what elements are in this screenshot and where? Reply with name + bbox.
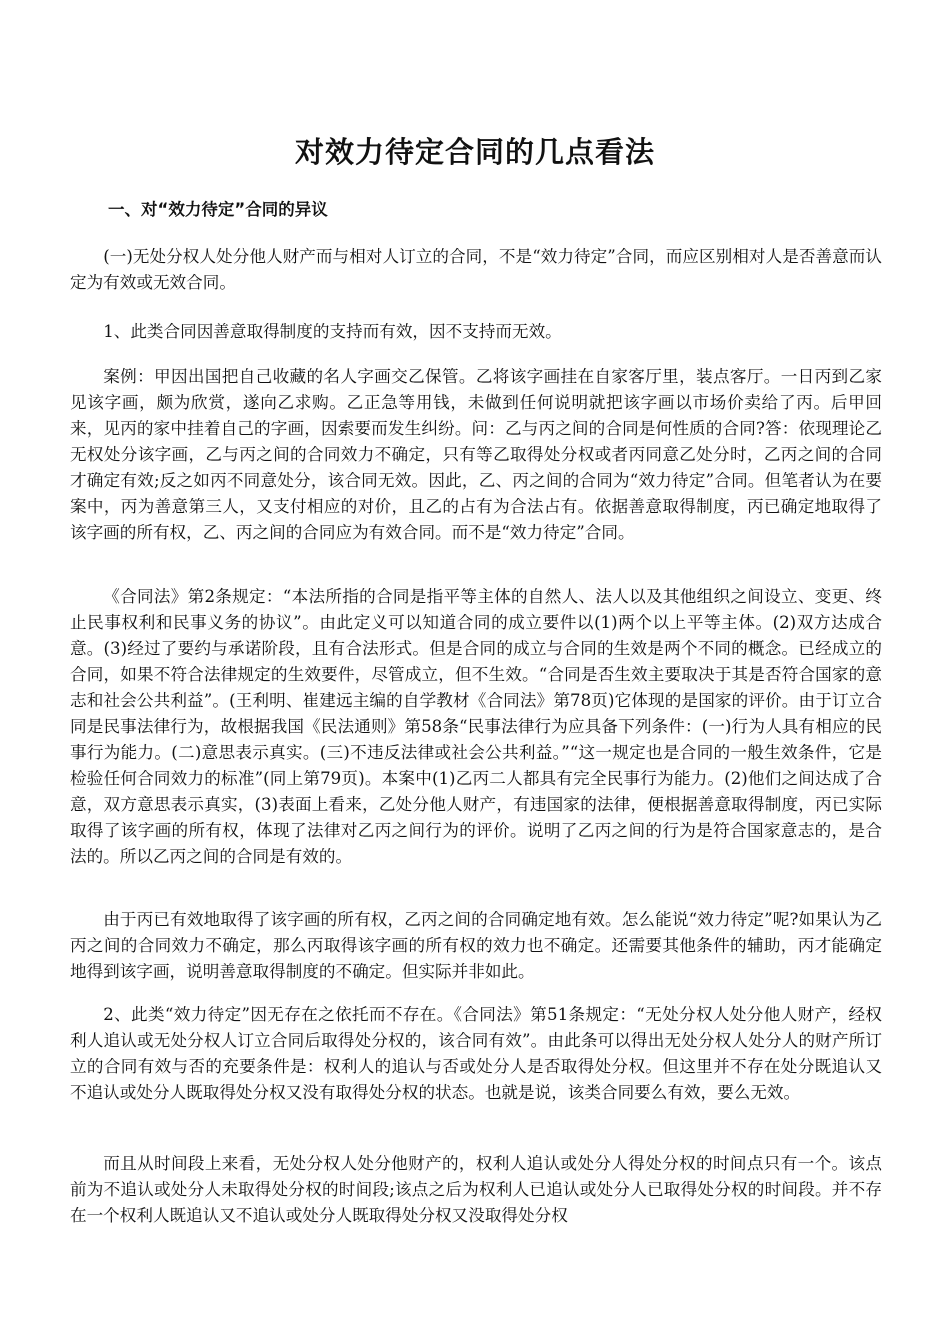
paragraph: 由于丙已有效地取得了该字画的所有权，乙丙之间的合同确定地有效。怎么能说“效力待定”呢?如果认为乙丙之间的合同效力不确定，那么丙取得该字画的所有权的效力也不确定。还需要其他条件的辅助，丙才能确定地得到该字画，说明善意取得制度的不确定。但实际并非如此。 xyxy=(70,910,882,981)
document-title: 对效力待定合同的几点看法 xyxy=(294,135,655,169)
paragraph: (一)无处分权人处分他人财产而与相对人订立的合同，不是“效力待定”合同，而应区别相对人是否善意而认定为有效或无效合同。 xyxy=(70,247,882,292)
section-heading: 一、对“效力待定”合同的异议 xyxy=(108,200,328,219)
paragraph: 2、此类“效力待定”因无存在之依托而不存在。《合同法》第51条规定：“无处分权人处分他人财产，经权利人追认或无处分权人订立合同后取得处分权的，该合同有效”。由此条可以得出无处分权人处分人的财产所订立的合同有效与否的充要条件是：权利人的追认与否或处分人是否取得处分权。但这里并不存在处分既追认又不追认或处分人既取得处分权又没有取得处分权的状态。也就是说，该类合同要么有效，要么无效。 xyxy=(70,1005,882,1102)
paragraph: 案例：甲因出国把自己收藏的名人字画交乙保管。乙将该字画挂在自家客厅里，装点客厅。一日丙到乙家见该字画，颇为欣赏，遂向乙求购。乙正急等用钱，未做到任何说明就把该字画以市场价卖给了丙。后甲回来，见丙的家中挂着自己的字画，因索要而发生纠纷。问：乙与丙之间的合同是何性质的合同?答：依现理论乙无权处分该字画，乙与丙之间的合同效力不确定，只有等乙取得处分权或者丙同意乙处分时，乙丙之间的合同才确定有效;反之如丙不同意处分，该合同无效。因此，乙、丙之间的合同为“效力待定”合同。但笔者认为在要案中，丙为善意第三人，又支付相应的对价，且乙的占有为合法占有。依据善意取得制度，丙已确定地取得了该字画的所有权，乙、丙之间的合同应为有效合同。而不是“效力待定”合同。 xyxy=(70,367,882,542)
paragraph: 1、此类合同因善意取得制度的支持而有效，因不支持而无效。 xyxy=(103,322,562,341)
paragraph: 《合同法》第2条规定：“本法所指的合同是指平等主体的自然人、法人以及其他组织之间设立、变更、终止民事权利和民事义务的协议”。由此定义可以知道合同的成立要件以(1)两个以上平等主体。(2)双方达成合意。(3)经过了要约与承诺阶段，且有合法形式。但是合同的成立与合同的生效是两个不同的概念。已经成立的合同，如果不符合法律规定的生效要件，尽管成立，但不生效。“合同是否生效主要取决于其是否符合国家的意志和社会公共利益”。(王利明、崔建远主编的自学教材《合同法》第78页)它体现的是国家的评价。由于订立合同是民事法律行为，故根据我国《民法通则》第58条“民事法律行为应具备下列条件：(一)行为人具有相应的民事行为能力。(二)意思表示真实。(三)不违反法律或社会公共利益。”“这一规定也是合同的一般生效条件，它是检验任何合同效力的标准”(同上第79页)。本案中(1)乙丙二人都具有完全民事行为能力。(2)他们之间达成了合意，双方意思表示真实，(3)表面上看来，乙处分他人财产，有违国家的法律，便根据善意取得制度，丙已实际取得了该字画的所有权，体现了法律对乙丙之间行为的评价。说明了乙丙之间的行为是符合国家意志的，是合法的。所以乙丙之间的合同是有效的。 xyxy=(70,587,882,866)
paragraph: 而且从时间段上来看，无处分权人处分他财产的，权利人追认或处分人得处分权的时间点只有一个。该点前为不追认或处分人未取得处分权的时间段;该点之后为权利人已追认或处分人已取得处分权的时间段。并不存在一个权利人既追认又不追认或处分人既取得处分权又没取得处分权 xyxy=(70,1154,882,1225)
